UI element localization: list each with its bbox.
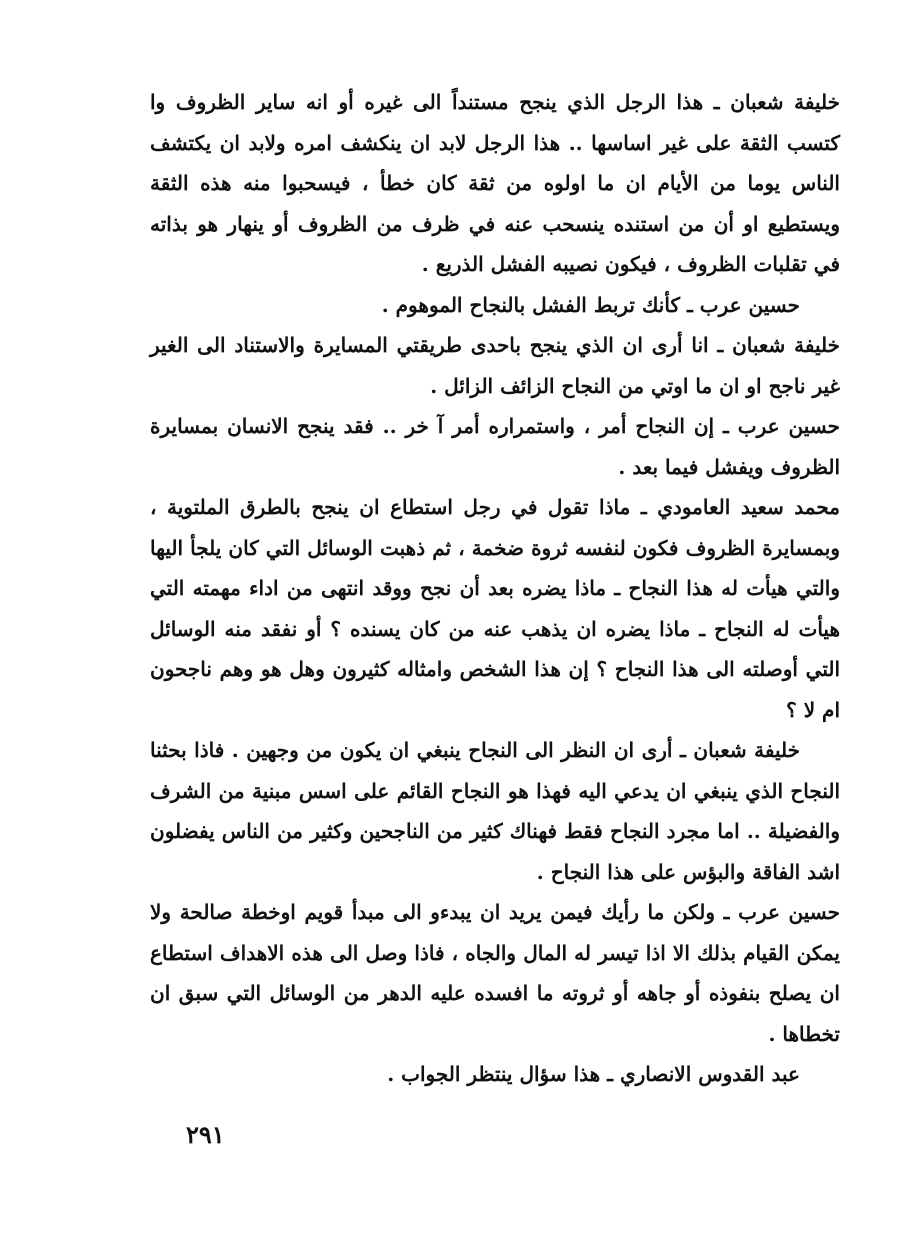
paragraph: حسين عرب ـ ولكن ما رأيك فيمن يريد ان يبدءو الى مبدأ قويم اوخطة صالحة ولا يمكن القيام بذلك الا اذا تيسر له المال والجاه ، فاذا وصل الى هذه الاهداف استطاع ان يصلح بنفوذه أو جاهه أو ثروته ما افسده عليه الدهر من الوسائل التي سبق ان تخطاها . xyxy=(150,900,840,1046)
paragraph: خليفة شعبان ـ أرى ان النظر الى النجاح ينبغي ان يكون من وجهين . فاذا بحثنا النجاح الذي ينبغي ان يدعي اليه فهذا هو النجاح القائم على اسس مبنية من الشرف والفضيلة .. اما مجرد النجاح فقط فهناك كثير من الناجحين وكثير من الناس يفضلون اشد الفاقة والبؤس على هذا النجاح . xyxy=(150,738,840,884)
paragraph: حسين عرب ـ كأنك تربط الفشل بالنجاح الموهوم . xyxy=(381,292,800,317)
paragraph: خليفة شعبان ـ هذا الرجل الذي ينجح مستنداً الى غيره أو انه ساير الظروف وا كتسب الثقة على غير اساسها .. هذا الرجل لابد ان ينكشف امره ولابد ان يكتشف الناس يوما من الأيام ان ما اولوه من ثقة كان خطأ ، فيسحبوا منه هذه الثقة ويستطيع او أن من استنده ينسحب عنه في ظرف من الظروف أو ينهار هو بذاته في تقلبات الظروف ، فيكون نصيبه الفشل الذريع . xyxy=(150,90,840,276)
paragraph: محمد سعيد العامودي ـ ماذا تقول في رجل استطاع ان ينجح بالطرق الملتوية ، وبمسايرة الظروف فكون لنفسه ثروة ضخمة ، ثم ذهبت الوسائل التي كان يلجأ اليها والتي هيأت له هذا النجاح ـ ماذا يضره بعد أن نجح ووقد انتهى من اداء مهمته التي هيأت له النجاح ـ ماذا يضره ان يذهب عنه من كان يسنده ؟ أو نفقد منه الوسائل التي أوصلته الى هذا النجاح ؟ إن هذا الشخص وامثاله كثيرون وهل هو وهم ناجحون ام لا ؟ xyxy=(150,495,840,722)
paragraph: حسين عرب ـ إن النجاح أمر ، واستمراره أمر آ خر .. فقد ينجح الانسان بمسايرة الظروف ويفشل فيما بعد . xyxy=(150,414,840,479)
page-number: ٢٩١ xyxy=(186,1120,225,1149)
paragraph: خليفة شعبان ـ انا أرى ان الذي ينجح باحدى طريقتي المسايرة والاستناد الى الغير غير ناجح او ان ما اوتي من النجاح الزائف الزائل . xyxy=(150,333,840,398)
document-body xyxy=(150,82,840,1095)
paragraph: عبد القدوس الانصاري ـ هذا سؤال ينتظر الجواب . xyxy=(387,1062,800,1086)
